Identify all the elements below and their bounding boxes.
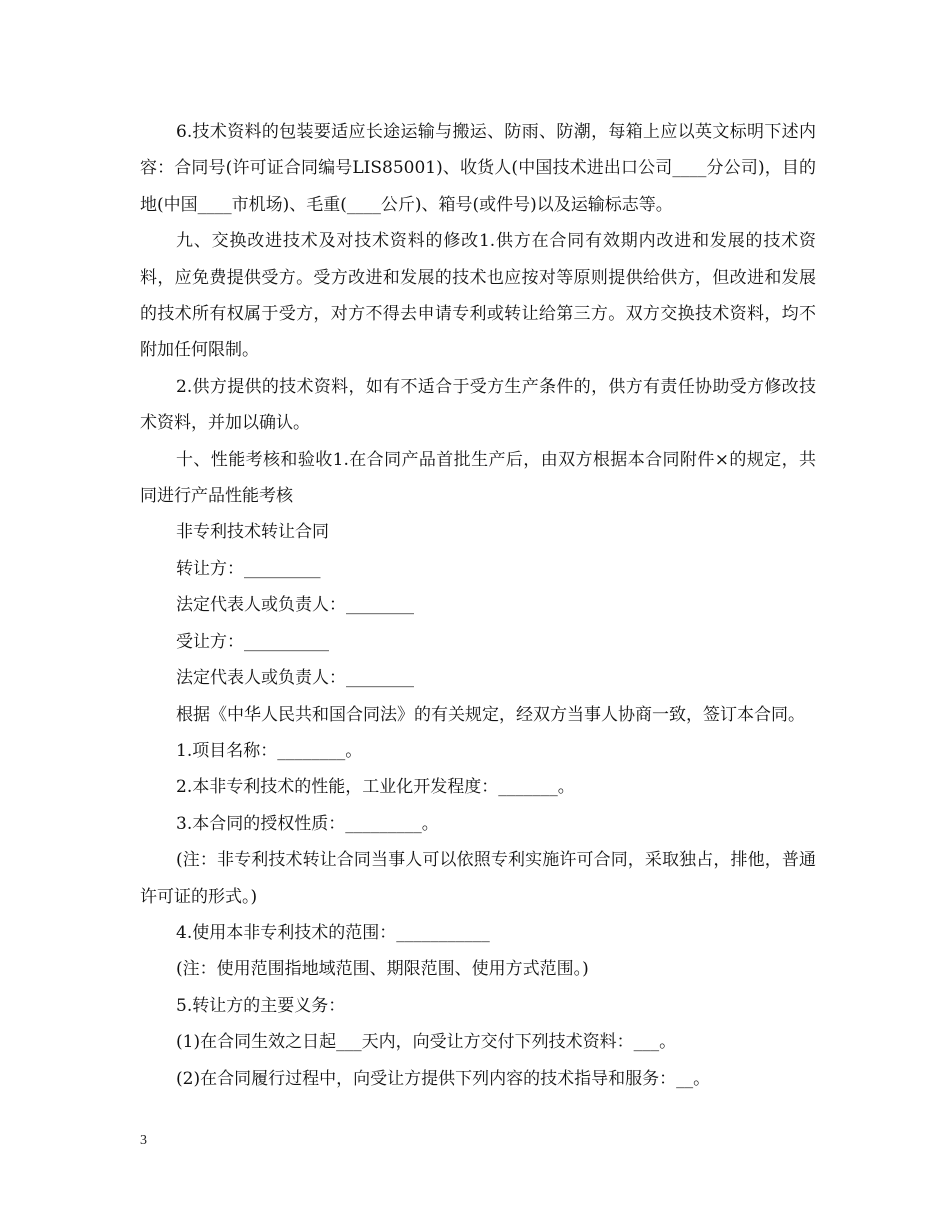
clause-usage-scope: 4.使用本非专利技术的范围：___________ [176,922,490,943]
obligation-item-1: (1)在合同生效之日起___天内，向受让方交付下列技术资料：___。 [176,1032,677,1053]
paragraph-section-9: 九、交换改进技术及对技术资料的修改1.供方在合同有效期内改进和发展的技术资料，应免费提供受方。受方改进和发展的技术也应按对等原则提供给供方，但改进和发展的技术所有权属于受方，对方不得去申请专利或转让给第三方。双方交换技术资料，均不附加任何限制。 [140,231,816,361]
preamble-paragraph: 根据《中华人民共和国合同法》的有关规定，经双方当事人协商一致，签订本合同。 [176,704,805,725]
document-body [140,114,816,1097]
transferee-line: 受让方：__________ [176,631,329,652]
clause-license-nature: 3.本合同的授权性质：_________。 [176,813,439,834]
clause-transferor-obligations: 5.转让方的主要义务： [176,995,346,1016]
transferee-representative-line: 法定代表人或负责人：________ [176,668,414,689]
contract-title: 非专利技术转让合同 [176,522,329,543]
transferor-line: 转让方：_________ [176,558,321,579]
transferor-representative-line: 法定代表人或负责人：________ [176,595,414,616]
obligation-item-2: (2)在合同履行过程中，向受让方提供下列内容的技术指导和服务：__。 [176,1068,711,1089]
clause-project-name: 1.项目名称：________。 [176,740,363,761]
note-license-forms: (注：非专利技术转让合同当事人可以依照专利实施许可合同，采取独占，排他，普通许可证的形式。) [140,850,816,907]
page-number: 3 [140,1133,147,1148]
paragraph-packaging: 6.技术资料的包装要适应长途运输与搬运、防雨、防潮，每箱上应以英文标明下述内容：合同号(许可证合同编号LIS85001)、收货人(中国技术进出口公司____分公司)，目的地(中国____市机场)、毛重(____公斤)、箱号(或件号)以及运输标志等。 [140,122,816,215]
clause-performance: 2.本非专利技术的性能，工业化开发程度：_______。 [176,777,575,798]
paragraph-section-10: 十、性能考核和验收1.在合同产品首批生产后，由双方根据本合同附件×的规定，共同进行产品性能考核 [140,449,816,507]
paragraph-section-9-item-2: 2.供方提供的技术资料，如有不适合于受方生产条件的，供方有责任协助受方修改技术资料，并加以确认。 [140,376,816,434]
note-usage-scope: (注：使用范围指地域范围、期限范围、使用方式范围。) [176,959,589,980]
